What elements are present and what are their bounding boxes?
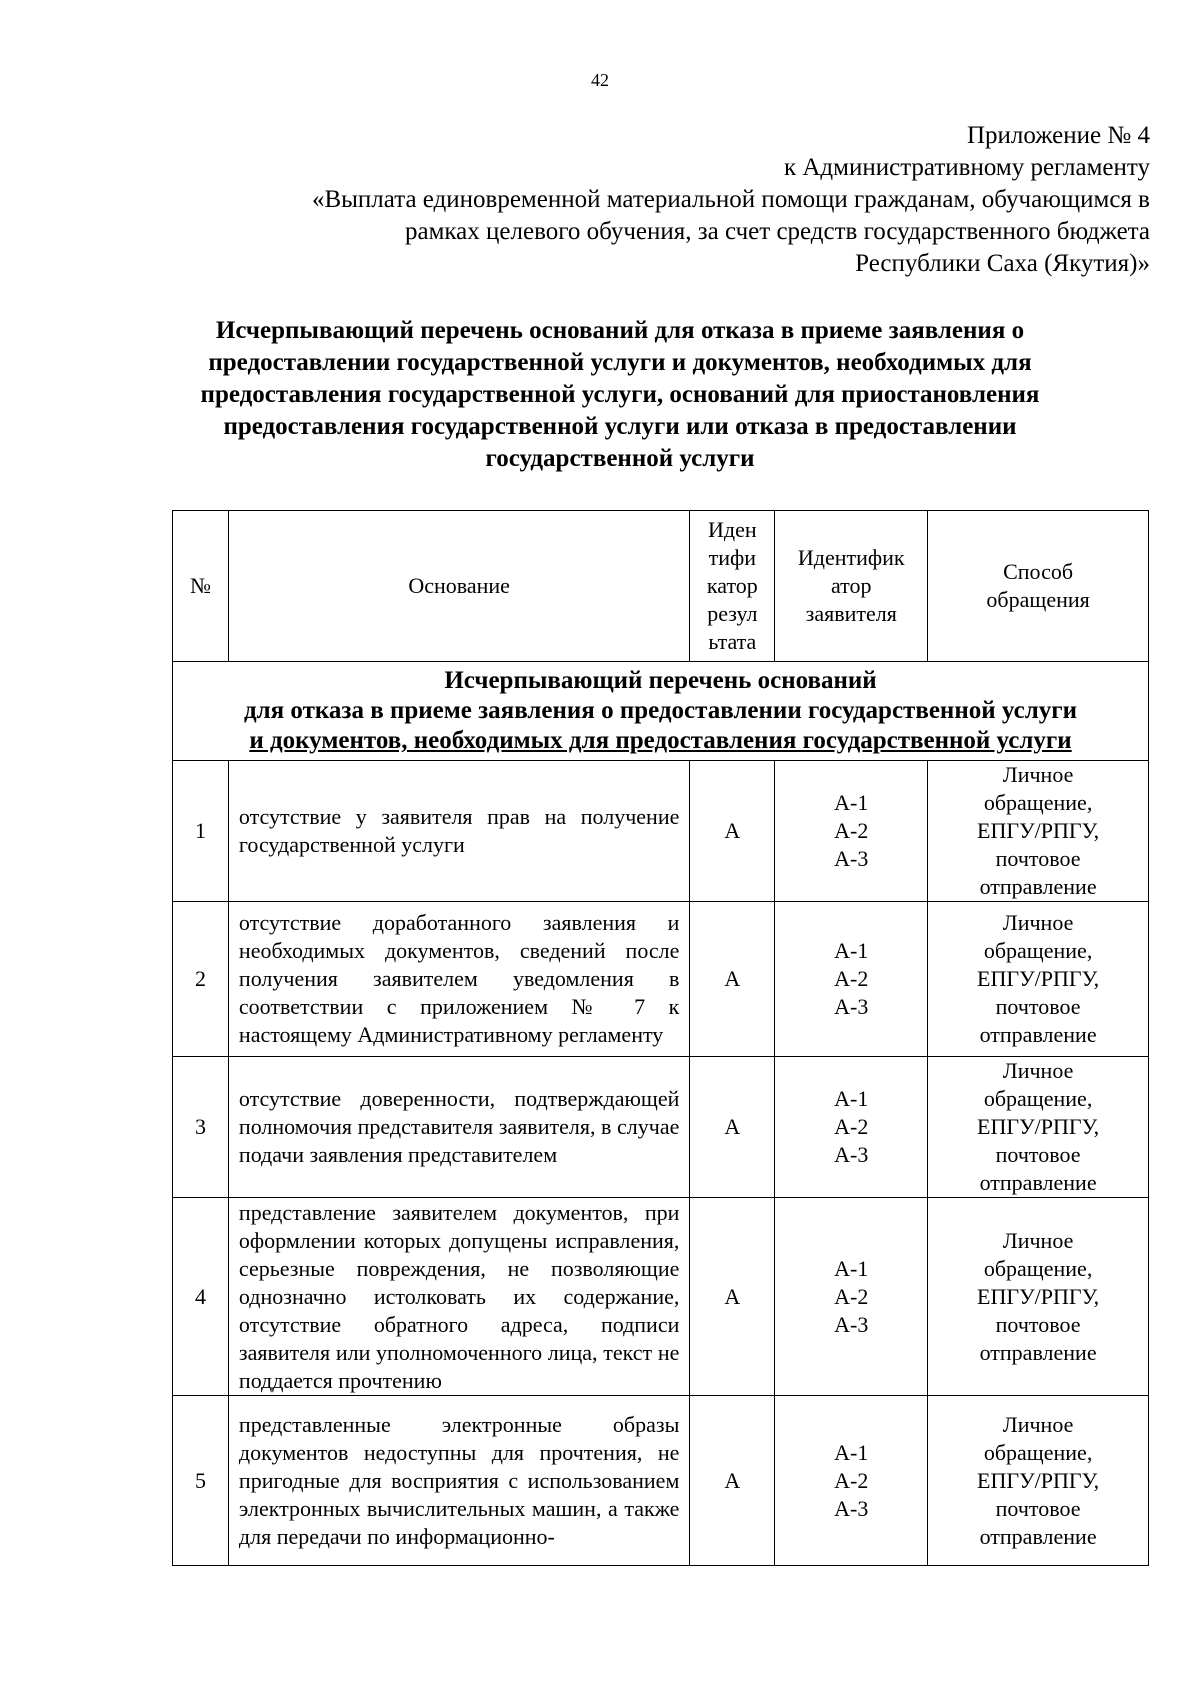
table-header-row [173,511,1149,662]
applicant-id: А-2 [834,966,869,991]
page-number: 42 [591,70,609,90]
applicant-id: А-1 [834,938,869,963]
method-line: обращение, [983,790,1093,815]
method-line: ЕПГУ/РПГУ, [977,1283,1100,1309]
section-line: Исчерпывающий перечень оснований [444,667,877,694]
title-line: предоставлении государственной услуги и документов, необходимых для [208,349,1032,376]
applicant-id: А-3 [834,1142,869,1167]
appendix-line: рамках целевого обучения, за счет средств государственного бюджета [405,218,1150,245]
method-line: Личное [1002,762,1074,787]
table-row [173,1198,1149,1396]
method-line: ЕПГУ/РПГУ, [977,966,1100,991]
row-method [928,1057,1149,1198]
row-result-id: А [690,761,775,902]
appendix-line: «Выплата единовременной материальной помощи гражданам, обучающимся в [311,186,1150,213]
row-reason: представленные электронные образы документов недоступны для прочтения, не пригодные для восприятия с использованием электронных вычислительных машин, а также для передачи по информационно- [228,1396,689,1566]
row-method [928,1396,1149,1566]
method-line: ЕПГУ/РПГУ, [977,1467,1100,1493]
appendix-line: к Административному регламенту [783,154,1150,181]
row-result-id: А [690,1198,775,1396]
method-line: почтовое [995,1495,1081,1521]
applicant-id: А-1 [834,1086,869,1111]
row-method [928,1198,1149,1396]
row-reason: отсутствие доверенности, подтверждающей полномочия представителя заявителя, в случае подачи заявления представителем [228,1057,689,1198]
table-row [173,902,1149,1057]
row-applicant-ids [775,1396,928,1566]
method-line: обращение, [983,938,1093,963]
title-line: предоставления государственной услуги или отказа в предоставлении [223,413,1017,440]
applicant-id: А-1 [834,1255,869,1281]
applicant-id: А-3 [834,1495,869,1521]
title-line: государственной услуги [485,445,755,472]
method-line: Личное [1002,1058,1074,1083]
header-num: № [173,511,229,662]
method-line: отправление [979,1339,1097,1365]
header-line: резул [707,601,758,626]
header-line: катор [706,573,758,598]
header-line: заявителя [805,601,897,626]
row-applicant-ids [775,1057,928,1198]
row-reason: отсутствие у заявителя прав на получение государственной услуги [228,761,689,902]
method-line: отправление [979,874,1097,899]
header-line: Способ [1003,559,1074,584]
applicant-id: А-3 [834,994,869,1019]
row-applicant-ids [775,902,928,1057]
header-line: Иден [708,517,757,542]
method-line: отправление [979,1022,1097,1047]
applicant-id: А-2 [834,1467,869,1493]
method-line: почтовое [995,1142,1081,1167]
row-number: 4 [173,1198,229,1396]
row-result-id: А [690,902,775,1057]
header-line: Идентифик [797,545,905,570]
section-line: и документов, необходимых для предоставления государственной услуги [249,727,1072,754]
applicant-id: А-1 [834,1439,869,1465]
method-line: ЕПГУ/РПГУ, [977,1114,1100,1139]
row-number: 1 [173,761,229,902]
table-row [173,1396,1149,1566]
applicant-id: А-2 [834,1283,869,1309]
row-method [928,902,1149,1057]
row-method [928,761,1149,902]
appendix-line: Приложение № 4 [966,122,1150,149]
header-line: тифи [708,545,757,570]
method-line: ЕПГУ/РПГУ, [977,818,1100,843]
row-number: 3 [173,1057,229,1198]
document-title [160,315,1080,475]
header-method [928,511,1149,662]
method-line: почтовое [995,1311,1081,1337]
method-line: обращение, [983,1086,1093,1111]
method-line: обращение, [983,1255,1093,1281]
row-result-id: А [690,1057,775,1198]
row-applicant-ids [775,1198,928,1396]
section-heading-row [173,662,1149,761]
method-line: Личное [1002,1411,1074,1437]
row-applicant-ids [775,761,928,902]
applicant-id: А-3 [834,1311,869,1337]
row-number: 5 [173,1396,229,1566]
row-result-id: А [690,1396,775,1566]
applicant-id: А-2 [834,1114,869,1139]
header-reason: Основание [228,511,689,662]
method-line: отправление [979,1523,1097,1549]
header-line: обращения [986,587,1090,612]
applicant-id: А-1 [834,790,869,815]
applicant-id: А-3 [834,846,869,871]
title-line: Исчерпывающий перечень оснований для отказа в приеме заявления о [215,317,1025,344]
method-line: отправление [979,1170,1097,1195]
method-line: почтовое [995,994,1081,1019]
table-row [173,761,1149,902]
title-line: предоставления государственной услуги, оснований для приостановления [200,381,1040,408]
grounds-table [172,510,1149,1566]
method-line: Личное [1002,910,1074,935]
row-number: 2 [173,902,229,1057]
row-reason: отсутствие доработанного заявления и необходимых документов, сведений после получения заявителем уведомления в соответствии с приложением № 7 к настоящему Административному регламенту [228,902,689,1057]
method-line: Личное [1002,1227,1074,1253]
row-reason: представление заявителем документов, при оформлении которых допущены исправления, серьезные повреждения, не позволяющие однозначно истолковать их содержание, отсутствие обратного адреса, подписи заявителя или уполномоченного лица, текст не поддается прочтению [228,1198,689,1396]
header-applicant-id [775,511,928,662]
applicant-id: А-2 [834,818,869,843]
appendix-header [150,120,1150,280]
header-result-id [690,511,775,662]
header-line: ьтата [708,629,757,654]
table-row [173,1057,1149,1198]
method-line: обращение, [983,1439,1093,1465]
section-line: для отказа в приеме заявления о предоставлении государственной услуги [243,697,1078,724]
appendix-line: Республики Саха (Якутия)» [855,250,1150,277]
header-line: атор [830,573,872,598]
method-line: почтовое [995,846,1081,871]
section-heading [173,662,1149,761]
